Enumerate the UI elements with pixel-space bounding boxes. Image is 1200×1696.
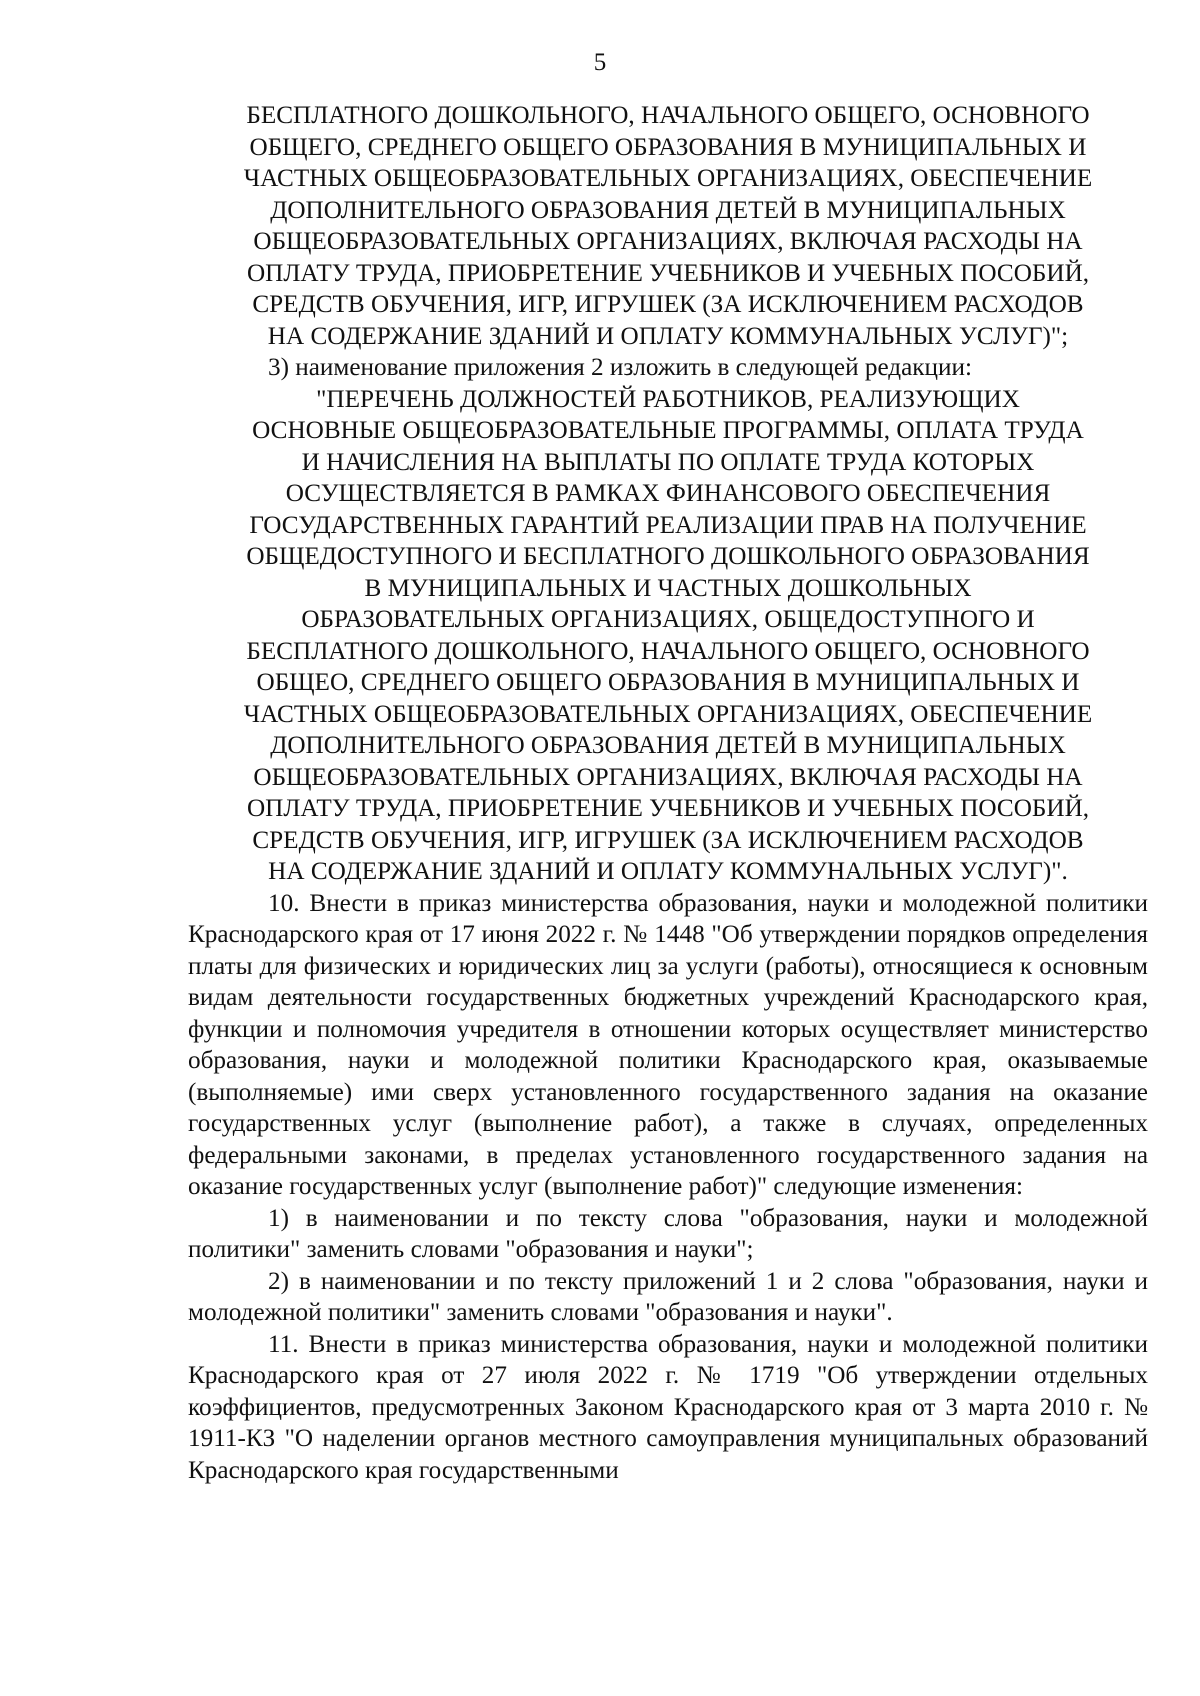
caps-line: НА СОДЕРЖАНИЕ ЗДАНИЙ И ОПЛАТУ КОММУНАЛЬНЫХ УСЛУГ)"; bbox=[267, 322, 1069, 350]
paragraph-10: 10. Внести в приказ министерства образования, науки и молодежной политики Краснодарского края от 17 июня 2022 г. № 1448 "Об утверждении порядков определения платы для физических и юридических лиц за услуги (работы), относящиеся к основным видам деятельности государственных бюджетных учреждений Краснодарского края, функции и полномочия учредителя в отношении которых осуществляет министерство образования, науки и молодежной политики Краснодарского края, оказываемые (выполняемые) ими сверх установленного государственного задания на оказание государственных услуг (выполнение работ), а также в случаях, определенных федеральными законами, в пределах установленного государственного задания на оказание государственных услуг (выполнение работ)" следующие изменения: bbox=[188, 889, 1148, 1200]
caps-line: ОСУЩЕСТВЛЯЕТСЯ В РАМКАХ ФИНАНСОВОГО ОБЕСПЕЧЕНИЯ bbox=[285, 480, 1051, 507]
caps-line: ОБРАЗОВАТЕЛЬНЫХ ОРГАНИЗАЦИЯХ, ОБЩЕДОСТУПНОГО И bbox=[301, 606, 1035, 633]
caps-line: ОБЩЕОБРАЗОВАТЕЛЬНЫХ ОРГАНИЗАЦИЯХ, ВКЛЮЧАЯ РАСХОДЫ НА bbox=[253, 228, 1083, 255]
paragraph-11: 11. Внести в приказ министерства образования, науки и молодежной политики Краснодарского края от 27 июля 2022 г. № 1719 "Об утверждении отдельных коэффициентов, предусмотренных Законом Краснодарского края от 3 марта 2010 г. № 1911-КЗ "О наделении органов местного самоуправления муниципальных образований Краснодарского края государственными bbox=[188, 1330, 1148, 1484]
paragraph-10-item-1: 1) в наименовании и по тексту слова "образования, науки и молодежной политики" заменить словами "образования и науки"; bbox=[188, 1204, 1148, 1263]
caps-line: БЕСПЛАТНОГО ДОШКОЛЬНОГО, НАЧАЛЬНОГО ОБЩЕГО, ОСНОВНОГО bbox=[246, 637, 1090, 665]
caps-block-1 bbox=[188, 100, 1148, 352]
caps-line: И НАЧИСЛЕНИЯ НА ВЫПЛАТЫ ПО ОПЛАТЕ ТРУДА КОТОРЫХ bbox=[301, 448, 1035, 476]
caps-line: ОПЛАТУ ТРУДА, ПРИОБРЕТЕНИЕ УЧЕБНИКОВ И УЧЕБНЫХ ПОСОБИЙ, bbox=[246, 795, 1090, 822]
caps-line: ОПЛАТУ ТРУДА, ПРИОБРЕТЕНИЕ УЧЕБНИКОВ И УЧЕБНЫХ ПОСОБИЙ, bbox=[246, 259, 1090, 287]
page-number: 5 bbox=[593, 49, 607, 76]
caps-line: В МУНИЦИПАЛЬНЫХ И ЧАСТНЫХ ДОШКОЛЬНЫХ bbox=[364, 574, 972, 602]
caps-line: ЧАСТНЫХ ОБЩЕОБРАЗОВАТЕЛЬНЫХ ОРГАНИЗАЦИЯХ, ОБЕСПЕЧЕНИЕ bbox=[243, 700, 1093, 728]
caps-line: ДОПОЛНИТЕЛЬНОГО ОБРАЗОВАНИЯ ДЕТЕЙ В МУНИЦИПАЛЬНЫХ bbox=[270, 732, 1066, 759]
caps-line: ОСНОВНЫЕ ОБЩЕОБРАЗОВАТЕЛЬНЫЕ ПРОГРАММЫ, ОПЛАТА ТРУДА bbox=[252, 417, 1084, 444]
caps-line: ГОСУДАРСТВЕННЫХ ГАРАНТИЙ РЕАЛИЗАЦИИ ПРАВ НА ПОЛУЧЕНИЕ bbox=[249, 511, 1087, 539]
caps-line: ОБЩЕГО, СРЕДНЕГО ОБЩЕГО ОБРАЗОВАНИЯ В МУНИЦИПАЛЬНЫХ И bbox=[249, 133, 1087, 161]
document-body bbox=[188, 100, 1148, 1486]
caps-line: БЕСПЛАТНОГО ДОШКОЛЬНОГО, НАЧАЛЬНОГО ОБЩЕГО, ОСНОВНОГО bbox=[246, 102, 1090, 129]
caps-line: "ПЕРЕЧЕНЬ ДОЛЖНОСТЕЙ РАБОТНИКОВ, РЕАЛИЗУЮЩИХ bbox=[316, 385, 1020, 413]
caps-line: НА СОДЕРЖАНИЕ ЗДАНИЙ И ОПЛАТУ КОММУНАЛЬНЫХ УСЛУГ)". bbox=[268, 858, 1068, 885]
paragraph-10-item-2: 2) в наименовании и по тексту приложений 1 и 2 слова "образования, науки и молодежной политики" заменить словами "образования и науки". bbox=[188, 1267, 1148, 1326]
caps-line: ДОПОЛНИТЕЛЬНОГО ОБРАЗОВАНИЯ ДЕТЕЙ В МУНИЦИПАЛЬНЫХ bbox=[270, 196, 1066, 224]
item-3-paragraph: 3) наименование приложения 2 изложить в следующей редакции: bbox=[268, 354, 972, 381]
caps-line: ЧАСТНЫХ ОБЩЕОБРАЗОВАТЕЛЬНЫХ ОРГАНИЗАЦИЯХ, ОБЕСПЕЧЕНИЕ bbox=[243, 165, 1093, 192]
caps-line: ОБЩЕДОСТУПНОГО И БЕСПЛАТНОГО ДОШКОЛЬНОГО ОБРАЗОВАНИЯ bbox=[246, 543, 1090, 570]
caps-block-2 bbox=[188, 384, 1148, 888]
caps-line: ОБЩЕОБРАЗОВАТЕЛЬНЫХ ОРГАНИЗАЦИЯХ, ВКЛЮЧАЯ РАСХОДЫ НА bbox=[253, 763, 1083, 791]
caps-line: ОБЩЕО, СРЕДНЕГО ОБЩЕГО ОБРАЗОВАНИЯ В МУНИЦИПАЛЬНЫХ И bbox=[256, 669, 1080, 696]
caps-line: СРЕДСТВ ОБУЧЕНИЯ, ИГР, ИГРУШЕК (ЗА ИСКЛЮЧЕНИЕМ РАСХОДОВ bbox=[252, 826, 1084, 854]
caps-line: СРЕДСТВ ОБУЧЕНИЯ, ИГР, ИГРУШЕК (ЗА ИСКЛЮЧЕНИЕМ РАСХОДОВ bbox=[252, 291, 1084, 318]
